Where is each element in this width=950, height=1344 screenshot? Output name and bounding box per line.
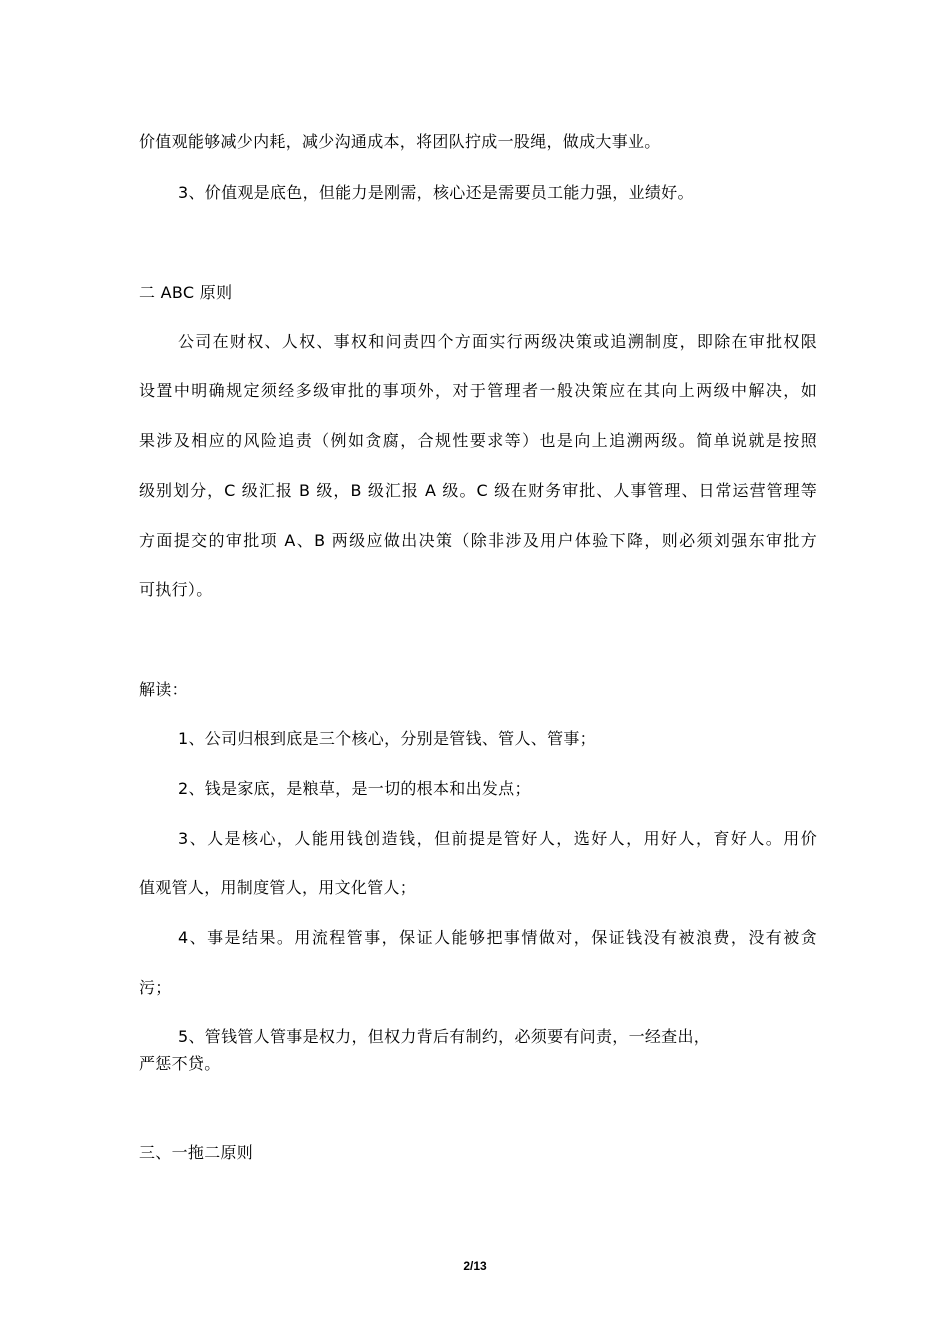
paragraph-line: 果涉及相应的风险追责（例如贪腐，合规性要求等）也是向上追溯两级。简单说就是按照 — [139, 431, 817, 450]
list-item-continuation: 值观管人，用制度管人，用文化管人； — [139, 878, 417, 897]
paragraph-line: 方面提交的审批项 A、B 两级应做出决策（除非涉及用户体验下降，则必须刘强东审批方 — [139, 531, 817, 550]
paragraph-line: 级别划分，C 级汇报 B 级，B 级汇报 A 级。C 级在财务审批、人事管理、日常运营管理等 — [139, 481, 817, 500]
page-number: 2/13 — [463, 1259, 487, 1273]
list-item-continuation: 严惩不贷。 — [139, 1054, 221, 1073]
interpretation-heading: 解读： — [139, 680, 188, 699]
list-item: 4、事是结果。用流程管事，保证人能够把事情做对，保证钱没有被浪费，没有被贪 — [178, 928, 817, 947]
list-item: 3、人是核心，人能用钱创造钱，但前提是管好人，选好人，用好人，育好人。用价 — [178, 829, 817, 848]
list-item: 2、钱是家底，是粮草，是一切的根本和出发点； — [178, 779, 531, 798]
section-heading-abc: 二 ABC 原则 — [139, 283, 233, 302]
list-item-continuation: 污； — [139, 978, 172, 997]
paragraph-line: 可执行）。 — [139, 580, 213, 599]
section-heading-one-to-two: 三、一拖二原则 — [139, 1143, 254, 1162]
paragraph-line: 设置中明确规定须经多级审批的事项外，对于管理者一般决策应在其向上两级中解决，如 — [139, 381, 817, 400]
paragraph-line: 公司在财权、人权、事权和问责四个方面实行两级决策或追溯制度，即除在审批权限 — [178, 332, 817, 351]
paragraph-line: 3、价值观是底色，但能力是刚需，核心还是需要员工能力强，业绩好。 — [178, 183, 694, 202]
list-item: 5、管钱管人管事是权力，但权力背后有制约，必须要有问责，一经查出， — [178, 1027, 711, 1046]
paragraph-line: 价值观能够减少内耗，减少沟通成本，将团队拧成一股绳，做成大事业。 — [139, 132, 661, 151]
list-item: 1、公司归根到底是三个核心，分别是管钱、管人、管事； — [178, 729, 596, 748]
